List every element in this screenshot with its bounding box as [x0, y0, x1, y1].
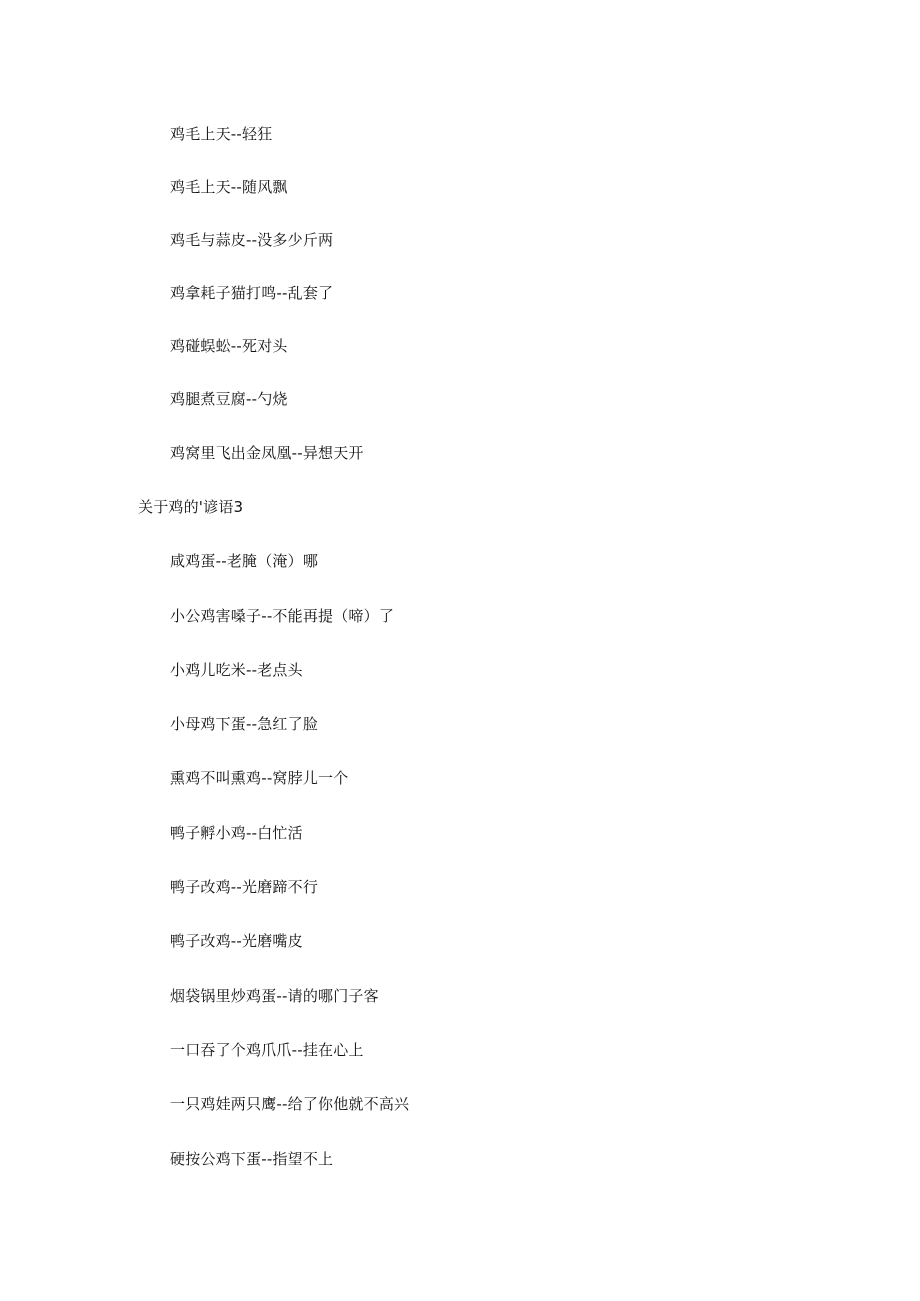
proverb-line: 鸡碰蜈蚣--死对头 [170, 337, 288, 355]
proverb-line: 熏鸡不叫熏鸡--窝脖儿一个 [170, 769, 349, 787]
proverb-line: 鸭子孵小鸡--白忙活 [170, 824, 303, 842]
proverb-line: 鸡拿耗子猫打鸣--乱套了 [170, 284, 334, 302]
proverb-line: 小鸡儿吃米--老点头 [170, 661, 303, 679]
proverb-line: 鸡毛与蒜皮--没多少斤两 [170, 231, 334, 249]
proverb-line: 硬按公鸡下蛋--指望不上 [170, 1150, 334, 1168]
proverb-line: 一只鸡娃两只鹰--给了你他就不高兴 [170, 1095, 410, 1113]
proverb-line: 鸭子改鸡--光磨蹄不行 [170, 878, 319, 896]
proverb-line: 鸡窝里飞出金凤凰--异想天开 [170, 444, 364, 462]
proverb-line: 烟袋锅里炒鸡蛋--请的哪门子客 [170, 987, 379, 1005]
section-heading: 关于鸡的'谚语3 [138, 498, 244, 516]
proverb-line: 鸡腿煮豆腐--勺烧 [170, 390, 288, 408]
proverb-line: 一口吞了个鸡爪爪--挂在心上 [170, 1041, 364, 1059]
proverb-line: 小母鸡下蛋--急红了脸 [170, 715, 319, 733]
proverb-line: 鸡毛上天--随风飘 [170, 178, 288, 196]
proverb-line: 鸡毛上天--轻狂 [170, 125, 273, 143]
proverb-line: 小公鸡害嗓子--不能再提（啼）了 [170, 607, 395, 625]
proverb-line: 鸭子改鸡--光磨嘴皮 [170, 932, 303, 950]
proverb-line: 咸鸡蛋--老腌（淹）哪 [170, 552, 319, 570]
